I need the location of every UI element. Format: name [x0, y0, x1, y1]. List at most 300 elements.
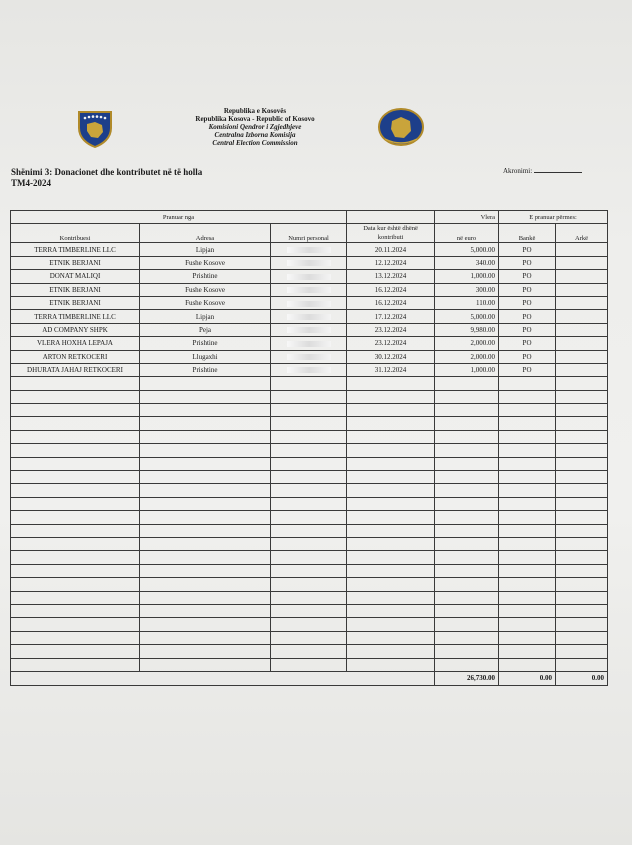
empty-cell — [271, 564, 347, 577]
empty-cell — [140, 511, 271, 524]
table-row — [11, 350, 608, 363]
table-row — [11, 256, 608, 269]
total-euro: 26,730.00 — [435, 671, 499, 685]
empty-cell — [11, 511, 140, 524]
address-cell: Llugaxhi — [140, 350, 271, 363]
cash-cell — [556, 363, 608, 376]
empty-cell — [556, 430, 608, 443]
empty-cell — [271, 604, 347, 617]
table-row — [11, 363, 608, 376]
redacted-personal-number — [287, 341, 331, 347]
empty-cell — [556, 404, 608, 417]
empty-cell — [347, 604, 435, 617]
empty-cell — [347, 417, 435, 430]
cash-cell — [556, 283, 608, 296]
amount-cell: 5,000.00 — [435, 310, 499, 323]
empty-cell — [11, 591, 140, 604]
empty-cell — [347, 511, 435, 524]
amount-cell: 2,000.00 — [435, 337, 499, 350]
address-cell: Fushe Kosove — [140, 296, 271, 309]
empty-cell — [499, 511, 556, 524]
empty-cell — [499, 524, 556, 537]
bank-cell: PO — [499, 270, 556, 283]
table-column-header-row — [11, 224, 608, 243]
empty-cell — [11, 497, 140, 510]
empty-cell — [499, 430, 556, 443]
amount-cell: 340.00 — [435, 256, 499, 269]
bank-cell: PO — [499, 310, 556, 323]
header-line-2: Republika Kosova - Republic of Kosovo — [195, 115, 315, 123]
empty-cell — [435, 497, 499, 510]
empty-cell — [271, 524, 347, 537]
contributor-cell: AD COMPANY SHPK — [11, 323, 140, 336]
empty-cell — [556, 604, 608, 617]
empty-cell — [435, 484, 499, 497]
contributions-table — [10, 210, 608, 686]
empty-cell — [499, 444, 556, 457]
date-cell: 31.12.2024 — [347, 363, 435, 376]
empty-cell — [435, 511, 499, 524]
empty-cell — [140, 497, 271, 510]
empty-cell — [140, 471, 271, 484]
empty-table-row — [11, 430, 608, 443]
table-row — [11, 270, 608, 283]
cash-cell — [556, 296, 608, 309]
empty-cell — [435, 604, 499, 617]
empty-cell — [499, 404, 556, 417]
cash-cell — [556, 350, 608, 363]
empty-cell — [11, 537, 140, 550]
address-cell: Lipjan — [140, 310, 271, 323]
document-title: Shënimi 3: Donacionet dhe kontributet në të holla — [11, 167, 203, 177]
empty-cell — [499, 618, 556, 631]
empty-cell — [435, 524, 499, 537]
personal-number-cell — [271, 310, 347, 323]
empty-cell — [556, 564, 608, 577]
contributor-cell: TERRA TIMBERLINE LLC — [11, 310, 140, 323]
group-header-value: Vlera — [435, 211, 499, 224]
column-header-euro: në euro — [435, 224, 499, 243]
empty-cell — [271, 430, 347, 443]
column-header-address: Adresa — [140, 224, 271, 243]
contributor-cell: VLERA HOXHA LEPAJA — [11, 337, 140, 350]
column-header-date: Data kur është dhënë kontributi — [347, 224, 435, 243]
bank-cell: PO — [499, 296, 556, 309]
empty-cell — [140, 404, 271, 417]
empty-cell — [11, 631, 140, 644]
document-title-block — [11, 167, 202, 189]
group-header-received-via: E pranuar përmes: — [499, 211, 608, 224]
redacted-personal-number — [287, 367, 331, 373]
kosovo-coat-of-arms-icon — [73, 108, 117, 148]
personal-number-cell — [271, 337, 347, 350]
empty-cell — [435, 430, 499, 443]
empty-cell — [347, 645, 435, 658]
table-row — [11, 296, 608, 309]
table-row — [11, 243, 608, 256]
bank-cell: PO — [499, 350, 556, 363]
contributor-cell: ARTON RETKOCERI — [11, 350, 140, 363]
empty-cell — [556, 618, 608, 631]
empty-table-row — [11, 578, 608, 591]
empty-cell — [271, 551, 347, 564]
empty-cell — [499, 631, 556, 644]
empty-table-row — [11, 631, 608, 644]
empty-cell — [271, 457, 347, 470]
empty-cell — [556, 631, 608, 644]
empty-table-row — [11, 377, 608, 390]
empty-cell — [11, 564, 140, 577]
contributor-cell: TERRA TIMBERLINE LLC — [11, 243, 140, 256]
empty-cell — [140, 658, 271, 671]
empty-cell — [499, 645, 556, 658]
empty-cell — [556, 524, 608, 537]
address-cell: Peja — [140, 323, 271, 336]
empty-cell — [271, 417, 347, 430]
empty-cell — [11, 618, 140, 631]
date-cell: 17.12.2024 — [347, 310, 435, 323]
redacted-personal-number — [287, 247, 331, 253]
empty-cell — [556, 484, 608, 497]
address-cell: Fushe Kosove — [140, 256, 271, 269]
contributor-cell: DONAT MALIQI — [11, 270, 140, 283]
empty-cell — [556, 417, 608, 430]
header-line-5: Central Election Commission — [212, 139, 298, 147]
empty-cell — [347, 658, 435, 671]
personal-number-cell — [271, 363, 347, 376]
contributor-cell: ETNIK BERJANI — [11, 256, 140, 269]
empty-cell — [435, 564, 499, 577]
empty-cell — [140, 645, 271, 658]
empty-cell — [499, 484, 556, 497]
empty-cell — [435, 645, 499, 658]
empty-cell — [499, 591, 556, 604]
contributor-cell: ETNIK BERJANI — [11, 283, 140, 296]
empty-cell — [556, 511, 608, 524]
address-cell: Prishtine — [140, 337, 271, 350]
address-cell: Fushe Kosove — [140, 283, 271, 296]
empty-cell — [435, 417, 499, 430]
empty-cell — [347, 430, 435, 443]
empty-cell — [435, 537, 499, 550]
empty-cell — [271, 591, 347, 604]
empty-cell — [556, 444, 608, 457]
empty-cell — [499, 497, 556, 510]
empty-cell — [347, 457, 435, 470]
empty-cell — [347, 484, 435, 497]
contributor-cell: DHURATA JAHAJ RETKOCERI — [11, 363, 140, 376]
group-header-received-from: Pranuar nga — [11, 211, 347, 224]
empty-cell — [11, 578, 140, 591]
empty-cell — [271, 631, 347, 644]
personal-number-cell — [271, 323, 347, 336]
empty-cell — [499, 457, 556, 470]
empty-cell — [499, 551, 556, 564]
personal-number-cell — [271, 283, 347, 296]
empty-cell — [271, 645, 347, 658]
date-cell: 12.12.2024 — [347, 256, 435, 269]
empty-table-row — [11, 524, 608, 537]
empty-table-row — [11, 537, 608, 550]
header-line-3: Komisioni Qendror i Zgjedhjeve — [208, 123, 302, 131]
redacted-personal-number — [287, 354, 331, 360]
empty-cell — [435, 390, 499, 403]
empty-table-row — [11, 604, 608, 617]
amount-cell: 9,980.00 — [435, 323, 499, 336]
empty-cell — [271, 471, 347, 484]
empty-cell — [271, 511, 347, 524]
empty-cell — [435, 404, 499, 417]
empty-cell — [556, 390, 608, 403]
cash-cell — [556, 310, 608, 323]
empty-cell — [140, 551, 271, 564]
akronimi-blank-line — [534, 172, 582, 173]
table-row — [11, 323, 608, 336]
date-cell: 16.12.2024 — [347, 296, 435, 309]
amount-cell: 300.00 — [435, 283, 499, 296]
empty-cell — [271, 497, 347, 510]
empty-cell — [435, 578, 499, 591]
table-body — [11, 243, 608, 672]
empty-cell — [556, 457, 608, 470]
total-bank: 0.00 — [499, 671, 556, 685]
empty-cell — [499, 390, 556, 403]
column-header-bank: Bankë — [499, 224, 556, 243]
empty-cell — [271, 578, 347, 591]
empty-cell — [435, 444, 499, 457]
empty-table-row — [11, 444, 608, 457]
empty-cell — [435, 457, 499, 470]
empty-cell — [11, 457, 140, 470]
cash-cell — [556, 337, 608, 350]
empty-cell — [556, 645, 608, 658]
table-row — [11, 310, 608, 323]
empty-cell — [11, 551, 140, 564]
empty-cell — [556, 497, 608, 510]
header-line-4: Centralna Izborna Komisija — [214, 131, 296, 139]
empty-table-row — [11, 618, 608, 631]
empty-cell — [140, 430, 271, 443]
document-code: TM4-2024 — [11, 178, 51, 188]
empty-cell — [271, 537, 347, 550]
empty-cell — [11, 404, 140, 417]
redacted-personal-number — [287, 287, 331, 293]
empty-cell — [11, 484, 140, 497]
empty-table-row — [11, 471, 608, 484]
empty-cell — [556, 471, 608, 484]
empty-cell — [140, 564, 271, 577]
empty-cell — [499, 537, 556, 550]
empty-table-row — [11, 404, 608, 417]
empty-cell — [140, 390, 271, 403]
empty-cell — [435, 631, 499, 644]
empty-cell — [11, 417, 140, 430]
empty-cell — [140, 457, 271, 470]
empty-cell — [271, 658, 347, 671]
empty-cell — [271, 444, 347, 457]
empty-cell — [11, 430, 140, 443]
empty-cell — [11, 658, 140, 671]
empty-cell — [347, 564, 435, 577]
table-total-row — [11, 671, 608, 685]
empty-cell — [347, 591, 435, 604]
empty-cell — [347, 524, 435, 537]
personal-number-cell — [271, 296, 347, 309]
empty-cell — [271, 390, 347, 403]
empty-table-row — [11, 564, 608, 577]
amount-cell: 2,000.00 — [435, 350, 499, 363]
empty-cell — [11, 444, 140, 457]
empty-cell — [499, 564, 556, 577]
address-cell: Prishtine — [140, 363, 271, 376]
cash-cell — [556, 323, 608, 336]
bank-cell: PO — [499, 256, 556, 269]
redacted-personal-number — [287, 301, 331, 307]
empty-cell — [499, 604, 556, 617]
empty-cell — [347, 537, 435, 550]
total-label-cell — [11, 671, 435, 685]
akronimi-label: Akronimi: — [503, 167, 533, 175]
empty-table-row — [11, 511, 608, 524]
empty-cell — [271, 404, 347, 417]
empty-cell — [499, 471, 556, 484]
cash-cell — [556, 243, 608, 256]
empty-table-row — [11, 457, 608, 470]
empty-cell — [11, 604, 140, 617]
empty-table-row — [11, 645, 608, 658]
total-cash: 0.00 — [556, 671, 608, 685]
empty-cell — [435, 551, 499, 564]
amount-cell: 1,000.00 — [435, 363, 499, 376]
empty-cell — [347, 471, 435, 484]
redacted-personal-number — [287, 260, 331, 266]
empty-cell — [140, 591, 271, 604]
bank-cell: PO — [499, 337, 556, 350]
empty-cell — [11, 645, 140, 658]
table-group-header-row — [11, 211, 608, 224]
empty-table-row — [11, 591, 608, 604]
cash-cell — [556, 270, 608, 283]
empty-cell — [271, 618, 347, 631]
table-row — [11, 337, 608, 350]
bank-cell: PO — [499, 323, 556, 336]
empty-cell — [347, 551, 435, 564]
empty-cell — [556, 591, 608, 604]
cash-cell — [556, 256, 608, 269]
empty-cell — [347, 444, 435, 457]
amount-cell: 110.00 — [435, 296, 499, 309]
empty-cell — [140, 444, 271, 457]
redacted-personal-number — [287, 274, 331, 280]
empty-cell — [347, 377, 435, 390]
empty-cell — [140, 377, 271, 390]
personal-number-cell — [271, 243, 347, 256]
institution-header — [150, 107, 360, 147]
empty-table-row — [11, 484, 608, 497]
address-cell: Prishtine — [140, 270, 271, 283]
empty-cell — [556, 578, 608, 591]
empty-cell — [347, 618, 435, 631]
date-cell: 23.12.2024 — [347, 337, 435, 350]
empty-cell — [556, 658, 608, 671]
column-header-contributor: Kontribuesi — [11, 224, 140, 243]
empty-cell — [499, 658, 556, 671]
personal-number-cell — [271, 270, 347, 283]
empty-cell — [556, 377, 608, 390]
empty-cell — [140, 631, 271, 644]
empty-cell — [347, 578, 435, 591]
empty-cell — [11, 471, 140, 484]
redacted-personal-number — [287, 327, 331, 333]
empty-cell — [556, 551, 608, 564]
empty-cell — [11, 390, 140, 403]
date-cell: 16.12.2024 — [347, 283, 435, 296]
empty-cell — [140, 537, 271, 550]
empty-cell — [499, 417, 556, 430]
date-cell: 30.12.2024 — [347, 350, 435, 363]
empty-cell — [271, 484, 347, 497]
bank-cell: PO — [499, 363, 556, 376]
personal-number-cell — [271, 350, 347, 363]
empty-cell — [435, 658, 499, 671]
redacted-personal-number — [287, 314, 331, 320]
empty-table-row — [11, 417, 608, 430]
empty-cell — [11, 377, 140, 390]
empty-cell — [435, 618, 499, 631]
date-cell: 20.11.2024 — [347, 243, 435, 256]
column-header-cash: Arkë — [556, 224, 608, 243]
empty-cell — [271, 377, 347, 390]
amount-cell: 5,000.00 — [435, 243, 499, 256]
empty-cell — [499, 377, 556, 390]
address-cell: Lipjan — [140, 243, 271, 256]
table-row — [11, 283, 608, 296]
empty-cell — [140, 524, 271, 537]
empty-cell — [556, 537, 608, 550]
empty-cell — [347, 631, 435, 644]
bank-cell: PO — [499, 243, 556, 256]
contributor-cell: ETNIK BERJANI — [11, 296, 140, 309]
election-commission-logo-icon — [377, 107, 425, 147]
empty-cell — [140, 604, 271, 617]
group-header-blank — [347, 211, 435, 224]
date-cell: 23.12.2024 — [347, 323, 435, 336]
date-cell: 13.12.2024 — [347, 270, 435, 283]
amount-cell: 1,000.00 — [435, 270, 499, 283]
empty-cell — [347, 497, 435, 510]
akronimi-field — [503, 167, 582, 175]
header-line-1: Republika e Kosovës — [223, 107, 287, 115]
empty-cell — [140, 417, 271, 430]
empty-cell — [435, 377, 499, 390]
empty-cell — [11, 524, 140, 537]
empty-table-row — [11, 551, 608, 564]
empty-cell — [140, 618, 271, 631]
empty-cell — [140, 484, 271, 497]
empty-cell — [435, 471, 499, 484]
personal-number-cell — [271, 256, 347, 269]
empty-cell — [435, 591, 499, 604]
bank-cell: PO — [499, 283, 556, 296]
empty-table-row — [11, 497, 608, 510]
empty-table-row — [11, 658, 608, 671]
empty-cell — [140, 578, 271, 591]
empty-table-row — [11, 390, 608, 403]
empty-cell — [347, 404, 435, 417]
empty-cell — [347, 390, 435, 403]
empty-cell — [499, 578, 556, 591]
column-header-personal-number: Numri personal — [271, 224, 347, 243]
